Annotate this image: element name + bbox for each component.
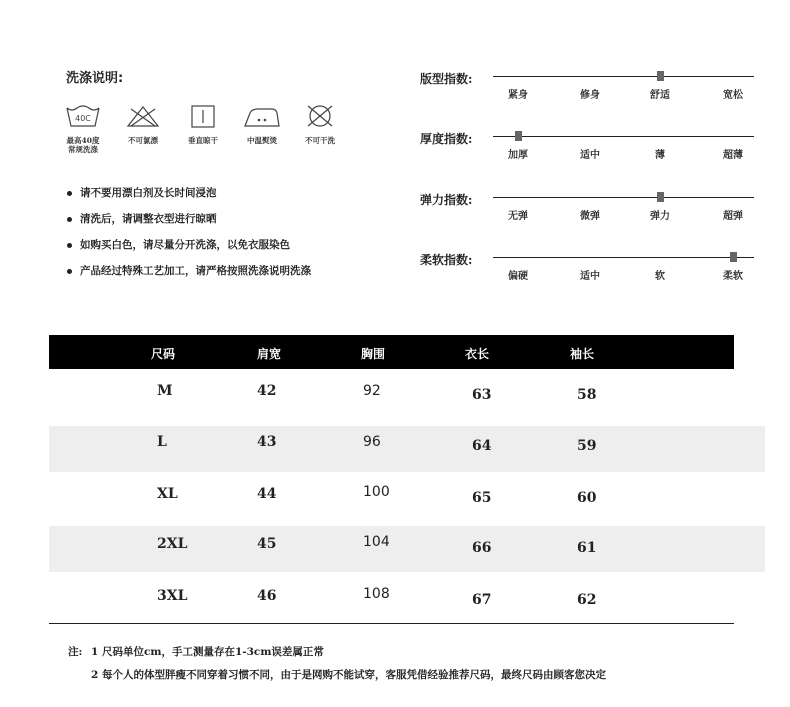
index-label: 柔软指数:	[420, 253, 473, 267]
care-notes-list	[66, 186, 386, 290]
cell-size: 3XL	[157, 588, 188, 604]
cell-chest: 92	[363, 383, 381, 399]
care-note-text: 产品经过特殊工艺加工，请严格按照洗涤说明洗涤	[80, 265, 311, 277]
hang-dry-icon-group	[178, 104, 228, 145]
icon-label-hang-dry: 垂直晾干	[188, 136, 218, 145]
cell-size: L	[157, 434, 167, 450]
care-note	[66, 186, 386, 212]
index-label: 版型指数:	[420, 72, 473, 86]
footnote-prefix: 注:	[68, 646, 83, 658]
cell-sleeve: 59	[577, 438, 597, 454]
index-marker	[515, 131, 522, 141]
cell-shoulder: 42	[257, 383, 277, 399]
cell-chest: 104	[363, 534, 390, 550]
table-row	[49, 578, 765, 624]
index-option: 软	[655, 271, 665, 282]
no-bleach-icon-group	[118, 104, 168, 145]
wash-40-icon-group	[58, 104, 108, 154]
index-option: 紧身	[508, 90, 528, 101]
cell-sleeve: 60	[577, 490, 597, 506]
footnote-line-1: 1 尺码单位cm，手工测量存在1-3cm误差属正常	[91, 646, 324, 658]
index-option: 超弹	[723, 211, 743, 222]
no-tumble-dry-icon-group	[295, 104, 345, 145]
header-chest: 胸围	[361, 347, 386, 361]
index-option: 超薄	[723, 150, 743, 161]
index-option: 弹力	[650, 211, 670, 222]
cell-length: 67	[472, 592, 492, 608]
index-option: 微弹	[580, 211, 600, 222]
icon-label-line: 最高40度	[66, 136, 100, 145]
index-row	[420, 130, 760, 170]
index-option: 舒适	[650, 90, 670, 101]
index-row	[420, 191, 760, 231]
index-option: 适中	[580, 150, 600, 161]
index-row	[420, 251, 760, 291]
care-icons-row	[66, 104, 356, 164]
cell-shoulder: 46	[257, 588, 277, 604]
size-table-header	[49, 335, 734, 369]
index-marker	[657, 71, 664, 81]
cell-chest: 100	[363, 484, 390, 500]
care-note-text: 请不要用漂白剂及长时间浸泡	[80, 187, 217, 199]
table-bottom-divider	[49, 623, 734, 624]
cell-size: 2XL	[157, 536, 188, 552]
cell-size: XL	[157, 486, 178, 502]
index-option: 薄	[655, 150, 665, 161]
index-scale-line	[493, 257, 754, 258]
index-scale-line	[493, 197, 754, 198]
table-row	[49, 478, 765, 524]
cell-sleeve: 62	[577, 592, 597, 608]
header-size: 尺码	[151, 347, 176, 361]
index-option: 柔软	[723, 271, 743, 282]
index-marker	[730, 252, 737, 262]
index-option: 无弹	[508, 211, 528, 222]
index-option: 宽松	[723, 90, 743, 101]
header-shoulder: 肩宽	[257, 347, 282, 361]
index-row	[420, 70, 760, 110]
cell-length: 64	[472, 438, 492, 454]
cell-sleeve: 61	[577, 540, 597, 556]
care-note	[66, 238, 386, 264]
index-option: 加厚	[508, 150, 528, 161]
icon-label-line: 常规洗涤	[68, 145, 98, 154]
cell-chest: 108	[363, 586, 390, 602]
table-row	[49, 370, 765, 416]
icon-label-wash-40	[58, 136, 108, 154]
icon-label-no-bleach: 不可氯漂	[128, 136, 158, 145]
iron-medium-icon	[242, 104, 282, 128]
cell-size: M	[157, 383, 173, 399]
care-note	[66, 264, 386, 290]
care-note-text: 清洗后，请调整衣型进行晾晒	[80, 213, 217, 225]
index-option: 偏硬	[508, 271, 528, 282]
icon-label-iron: 中温熨烫	[247, 136, 277, 145]
index-option: 适中	[580, 271, 600, 282]
icon-label-no-dry: 不可干洗	[305, 136, 335, 145]
index-scale-line	[493, 76, 754, 77]
wash-40-text: 40C	[75, 114, 91, 123]
bullet-icon	[67, 191, 72, 196]
no-tumble-dry-icon	[302, 104, 338, 128]
cell-shoulder: 44	[257, 486, 277, 502]
bullet-icon	[67, 217, 72, 222]
cell-length: 65	[472, 490, 492, 506]
index-scale-line	[493, 136, 754, 137]
index-label: 弹力指数:	[420, 193, 473, 207]
header-sleeve: 袖长	[570, 347, 595, 361]
table-row	[49, 526, 765, 572]
cell-sleeve: 58	[577, 387, 597, 403]
header-length: 衣长	[465, 347, 490, 361]
cell-shoulder: 45	[257, 536, 277, 552]
hang-dry-icon	[185, 104, 221, 128]
wash-40-icon	[65, 104, 101, 128]
cell-chest: 96	[363, 434, 381, 450]
footnote-line-2: 2 每个人的体型胖瘦不同穿着习惯不同，由于是网购不能试穿，客服凭借经验推荐尺码，最终尺码由顾客您决定	[91, 669, 606, 681]
cell-length: 66	[472, 540, 492, 556]
index-option: 修身	[580, 90, 600, 101]
index-marker	[657, 192, 664, 202]
bullet-icon	[67, 243, 72, 248]
care-note	[66, 212, 386, 238]
cell-shoulder: 43	[257, 434, 277, 450]
care-note-text: 如购买白色，请尽量分开洗涤，以免衣服染色	[80, 239, 290, 251]
index-label: 厚度指数:	[420, 132, 473, 146]
cell-length: 63	[472, 387, 492, 403]
no-bleach-icon	[125, 104, 161, 128]
bullet-icon	[67, 269, 72, 274]
table-row	[49, 426, 765, 472]
wash-instructions-title: 洗涤说明:	[66, 71, 124, 86]
iron-medium-icon-group	[237, 104, 287, 145]
